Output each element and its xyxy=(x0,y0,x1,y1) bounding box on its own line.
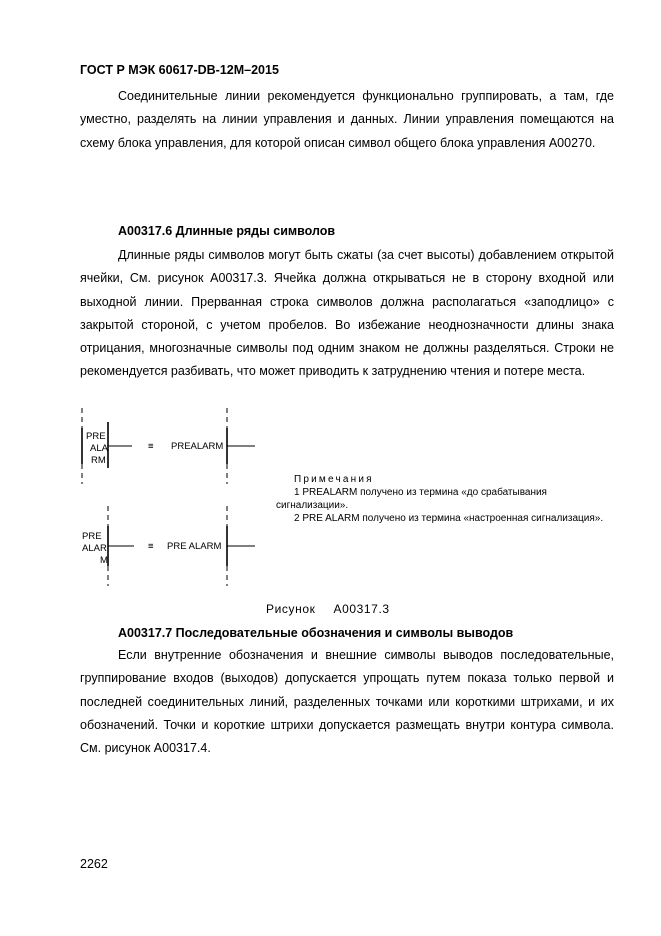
bottom-symbol-group xyxy=(82,506,255,586)
bottom-equiv-sign: ≡ xyxy=(148,541,154,552)
document-header: ГОСТ Р МЭК 60617-DB-12M–2015 xyxy=(80,63,279,77)
top-box-line-3: RM xyxy=(91,455,106,466)
notes-title: Примечания xyxy=(294,474,374,485)
section-heading-a00317-6: А00317.6 Длинные ряды символов xyxy=(118,224,336,238)
figure-caption-word: Рисунок xyxy=(266,602,316,616)
top-box-line-2: ALA xyxy=(90,443,108,454)
note-1: 1 PREALARM получено из термина «до срабатывания сигнализации». xyxy=(276,487,547,511)
top-symbol-group xyxy=(82,408,255,484)
section-text-a00317-6: Длинные ряды символов могут быть сжаты (за счет высоты) добавлением открытой ячейки, См. рисунок А00317.3. Ячейка должна открываться не в сторону входной или выходной линии. Прерванная строка символов должна располагаться «заподлицо» с закрытой стороной, с учетом пробелов. Во избежание неоднозначности длины знака отрицания, многозначные символы под одним знаком не должны разделяться. Строки не рекомендуется разбивать, что может приводить к затруднению чтения и потере места. xyxy=(80,248,614,379)
page-number: 2262 xyxy=(80,857,108,871)
figure-a00317-3-diagram xyxy=(70,408,270,588)
top-label-prealarm: PREALARM xyxy=(171,441,224,452)
bottom-box-line-3: M xyxy=(100,555,108,566)
top-box-line-1: PRE xyxy=(86,431,106,442)
bottom-box-line-1: PRE xyxy=(82,531,102,542)
figure-caption xyxy=(266,602,390,616)
note-2: 2 PRE ALARM получено из термина «настроенная сигнализация». xyxy=(294,513,604,524)
figure-caption-id: А00317.3 xyxy=(333,602,390,616)
top-equiv-sign: ≡ xyxy=(148,441,154,452)
intro-paragraph: Соединительные линии рекомендуется функционально группировать, а там, где уместно, разделять на линии управления и данных. Линии управления помещаются на схему блока управления, для которой описан символ общего блока управления А00270. xyxy=(80,89,614,150)
section-heading-a00317-7: А00317.7 Последовательные обозначения и символы выводов xyxy=(118,626,514,640)
figure-notes xyxy=(276,473,606,525)
bottom-box-line-2: ALAR xyxy=(82,543,107,554)
section-text-a00317-7: Если внутренние обозначения и внешние символы выводов последовательные, группирование входов (выходов) допускается упрощать путем показа только первой и последней соединительных линий, разделенных точками или короткими штрихами, и их обозначений. Точки и короткие штрихи допускается размещать внутри контура символа. См. рисунок А00317.4. xyxy=(80,648,614,756)
bottom-label-pre-alarm: PRE ALARM xyxy=(167,541,222,552)
